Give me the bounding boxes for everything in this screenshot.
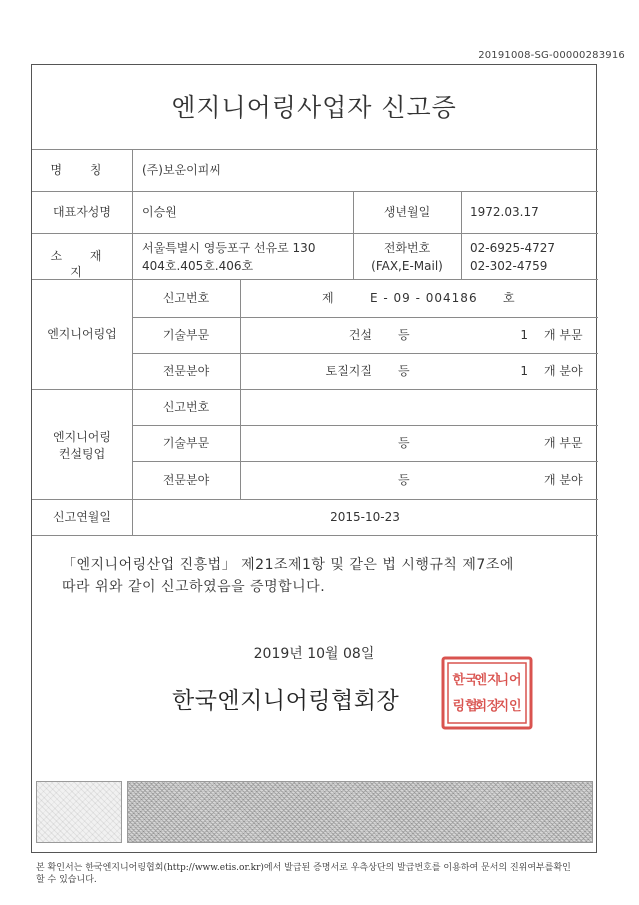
eng-field-name: 토질지질: [325, 364, 372, 378]
con-field-grade: 등: [398, 473, 410, 487]
table-line: [132, 317, 598, 318]
svg-text:지인: 지인: [496, 699, 522, 714]
footnote-line-1: 본 확인서는 한국엔지니어링협회(http://www.etis.or.kr)에서 발급된 증명서로 우측상단의 발급번호를 이용하여 문서의 진위여부를확인: [36, 863, 571, 873]
eng-field-label: 전문분야: [162, 364, 210, 378]
table-line: [32, 149, 598, 150]
phone-label-1: 전화번호: [383, 241, 431, 255]
report-date-value: 2015-10-23: [330, 510, 400, 524]
eng-reg-no-label: 신고번호: [162, 291, 210, 305]
address-line-1: 서울특별시 영등포구 선유로 130: [142, 241, 316, 255]
rep-name: 이승원: [142, 205, 177, 219]
rep-label: 대표자성명: [53, 205, 111, 219]
issue-date: 2019년 10월 08일: [253, 646, 375, 662]
table-line: [132, 461, 598, 462]
con-tech-label: 기술부문: [162, 436, 210, 450]
table-line: [32, 389, 598, 390]
con-field-label: 전문분야: [162, 473, 210, 487]
table-line: [240, 279, 241, 499]
eng-tech-unit: 개 부문: [544, 328, 583, 342]
con-tech-grade: 등: [398, 436, 410, 450]
eng-tech-count: 1: [520, 328, 528, 342]
address-line-2: 404호.405호.406호: [142, 259, 254, 273]
eng-tech-grade: 등: [398, 328, 410, 342]
table-line: [32, 233, 598, 234]
table-line: [32, 499, 598, 500]
certification-statement: [62, 554, 572, 598]
eng-field-unit: 개 분야: [544, 364, 583, 378]
svg-text:링협: 링협: [452, 699, 478, 714]
table-line: [461, 191, 462, 279]
company-name: (주)보운이피씨: [142, 163, 221, 177]
name-label: 명 칭: [50, 163, 114, 177]
eng-tech-name: 건설: [348, 328, 372, 342]
security-pattern-left: [36, 781, 122, 843]
svg-text:한국: 한국: [452, 673, 478, 688]
consulting-section-label-1: 엔지니어링: [53, 430, 111, 444]
phone-1: 02-6925-4727: [470, 241, 556, 255]
document-title: 엔지니어링사업자 신고증: [171, 93, 457, 122]
document-id: 20191008-SG-00000283916: [478, 50, 625, 61]
con-field-unit: 개 분야: [544, 473, 583, 487]
official-seal-icon: [441, 656, 533, 730]
eng-tech-label: 기술부문: [162, 328, 210, 342]
table-line: [132, 353, 598, 354]
eng-reg-no: E - 09 - 004186: [370, 291, 478, 305]
phone-2: 02-302-4759: [470, 259, 548, 273]
security-pattern-right: [127, 781, 593, 843]
con-reg-no-label: 신고번호: [162, 400, 210, 414]
statement-line-2: 따라 위와 같이 신고하였음을 증명합니다.: [62, 579, 326, 595]
issuer-name: 한국엔지니어링협회장: [172, 688, 400, 714]
address-label: 소 재 지: [50, 249, 114, 279]
eng-reg-suffix: 호: [503, 291, 515, 305]
eng-field-grade: 등: [398, 364, 410, 378]
phone-label-2: (FAX,E-Mail): [371, 259, 443, 273]
birth-label: 생년월일: [383, 205, 431, 219]
svg-text:엔지: 엔지: [474, 673, 500, 688]
birth-date: 1972.03.17: [470, 205, 539, 219]
table-line: [132, 425, 598, 426]
consulting-section-label-2: 컨설팅업: [58, 447, 106, 461]
table-line: [32, 191, 598, 192]
eng-field-count: 1: [520, 364, 528, 378]
statement-line-1: 「엔지니어링산업 진흥법」 제21조제1항 및 같은 법 시행규칙 제7조에: [62, 557, 514, 573]
certificate-frame: [31, 64, 597, 853]
report-date-label: 신고연월일: [53, 510, 111, 524]
engineering-section-label: 엔지니어링업: [47, 327, 117, 341]
svg-text:회장: 회장: [474, 699, 500, 714]
eng-reg-prefix: 제: [322, 291, 334, 305]
footnote: [36, 862, 606, 886]
svg-text:니어: 니어: [496, 673, 522, 688]
footnote-line-2: 할 수 있습니다.: [36, 875, 97, 885]
table-line: [32, 535, 598, 536]
con-tech-unit: 개 부문: [544, 436, 583, 450]
